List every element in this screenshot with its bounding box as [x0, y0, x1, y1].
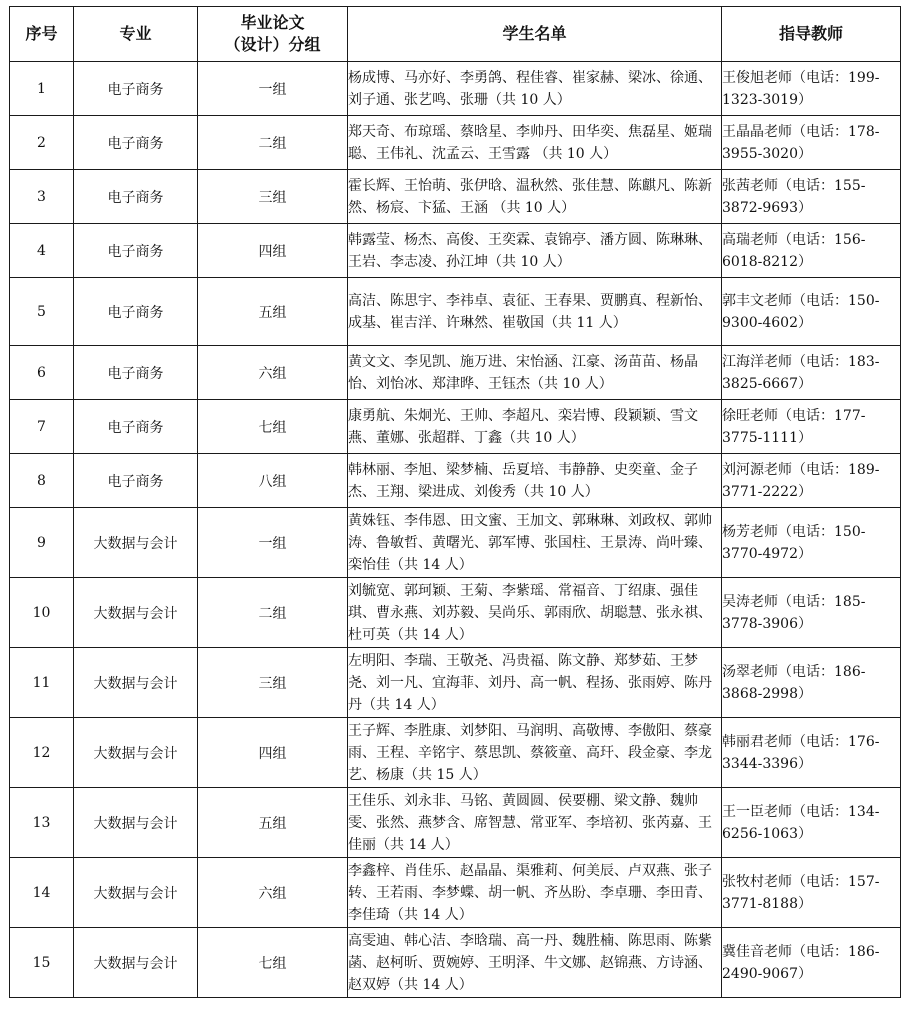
header-seq: 序号 — [10, 7, 74, 62]
teacher-cell: 江海洋老师（电话：183-3825-6667） — [722, 346, 901, 400]
teacher-cell: 张牧村老师（电话：157-3771-8188） — [722, 858, 901, 928]
group-cell: 八组 — [198, 454, 348, 508]
major-cell: 电子商务 — [74, 116, 198, 170]
seq-cell: 15 — [10, 928, 74, 998]
major-cell: 电子商务 — [74, 278, 198, 346]
seq-cell: 4 — [10, 224, 74, 278]
table-row — [10, 170, 901, 224]
seq-cell: 5 — [10, 278, 74, 346]
seq-cell: 3 — [10, 170, 74, 224]
students-cell: 黄姝钰、李伟恩、田文蜜、王加文、郭琳琳、刘政权、郭帅涛、鲁敏哲、黄曙光、郭军博、张国柱、王景涛、尚叶臻、栾怡佳（共 14 人） — [348, 508, 722, 578]
group-cell: 六组 — [198, 858, 348, 928]
teacher-cell: 郭丰文老师（电话：150-9300-4602） — [722, 278, 901, 346]
major-cell: 电子商务 — [74, 346, 198, 400]
students-cell: 韩林丽、李旭、梁梦楠、岳夏培、韦静静、史奕童、金子杰、王翔、梁进成、刘俊秀（共 10 人） — [348, 454, 722, 508]
table-row — [10, 400, 901, 454]
table-row — [10, 928, 901, 998]
seq-cell: 10 — [10, 578, 74, 648]
major-cell: 大数据与会计 — [74, 858, 198, 928]
students-cell: 刘毓宽、郭珂颖、王菊、李紫瑶、常福音、丁绍康、强佳琪、曹永燕、刘苏毅、吴尚乐、郭雨欣、胡聪慧、张永祺、杜可英（共 14 人） — [348, 578, 722, 648]
table-row — [10, 648, 901, 718]
header-group: 毕业论文 （设计）分组 — [198, 7, 348, 62]
table-row — [10, 578, 901, 648]
students-cell: 韩露莹、杨杰、高俊、王奕霖、袁锦亭、潘方圆、陈琳琳、王岩、李志凌、孙江坤（共 10 人） — [348, 224, 722, 278]
seq-cell: 2 — [10, 116, 74, 170]
group-cell: 一组 — [198, 508, 348, 578]
table-row — [10, 224, 901, 278]
seq-cell: 12 — [10, 718, 74, 788]
students-cell: 李鑫梓、肖佳乐、赵晶晶、渠雅莉、何美辰、卢双燕、张子转、王若雨、李梦蝶、胡一帆、齐丛盼、李卓珊、李田青、李佳琦（共 14 人） — [348, 858, 722, 928]
teacher-cell: 刘河源老师（电话：189-3771-2222） — [722, 454, 901, 508]
teacher-cell: 韩丽君老师（电话：176-3344-3396） — [722, 718, 901, 788]
teacher-cell: 杨芳老师（电话：150-3770-4972） — [722, 508, 901, 578]
header-teacher: 指导教师 — [722, 7, 901, 62]
students-cell: 左明阳、李瑞、王敬尧、冯贵福、陈文静、郑梦茹、王梦尧、刘一凡、宜海菲、刘丹、高一帆、程扬、张雨婷、陈丹丹（共 14 人） — [348, 648, 722, 718]
group-cell: 六组 — [198, 346, 348, 400]
seq-cell: 14 — [10, 858, 74, 928]
seq-cell: 7 — [10, 400, 74, 454]
table-row — [10, 346, 901, 400]
seq-cell: 8 — [10, 454, 74, 508]
major-cell: 电子商务 — [74, 170, 198, 224]
major-cell: 电子商务 — [74, 400, 198, 454]
group-cell: 三组 — [198, 648, 348, 718]
teacher-cell: 王晶晶老师（电话：178-3955-3020） — [722, 116, 901, 170]
students-cell: 郑天奇、布琼瑶、蔡晗星、李帅丹、田华奕、焦磊星、姬瑞聪、王伟礼、沈孟云、王雪露 （共 10 人） — [348, 116, 722, 170]
students-cell: 霍长辉、王怡萌、张伊晗、温秋然、张佳慧、陈麒凡、陈新然、杨宸、卞猛、王涵 （共 10 人） — [348, 170, 722, 224]
students-cell: 康勇航、朱炯光、王帅、李超凡、栾岩博、段颖颖、雪文燕、董娜、张超群、丁鑫（共 10 人） — [348, 400, 722, 454]
table-row — [10, 508, 901, 578]
group-cell: 五组 — [198, 788, 348, 858]
major-cell: 大数据与会计 — [74, 788, 198, 858]
major-cell: 大数据与会计 — [74, 928, 198, 998]
table-row — [10, 788, 901, 858]
group-cell: 二组 — [198, 578, 348, 648]
major-cell: 电子商务 — [74, 454, 198, 508]
assignment-table — [9, 6, 901, 998]
table-row — [10, 858, 901, 928]
table-row — [10, 278, 901, 346]
major-cell: 电子商务 — [74, 224, 198, 278]
seq-cell: 13 — [10, 788, 74, 858]
teacher-cell: 徐旺老师（电话：177-3775-1111） — [722, 400, 901, 454]
seq-cell: 6 — [10, 346, 74, 400]
table-row — [10, 62, 901, 116]
major-cell: 大数据与会计 — [74, 578, 198, 648]
students-cell: 黄文文、李见凯、施万进、宋怡涵、江豪、汤苗苗、杨晶怡、刘怡冰、郑津晔、王钰杰（共 10 人） — [348, 346, 722, 400]
teacher-cell: 王一臣老师（电话：134-6256-1063） — [722, 788, 901, 858]
major-cell: 电子商务 — [74, 62, 198, 116]
students-cell: 王子辉、李胜康、刘梦阳、马润明、高敬博、李傲阳、蔡豪雨、王程、辛铭宇、蔡思凯、蔡筱童、高玕、段金豪、李龙艺、杨康（共 15 人） — [348, 718, 722, 788]
header-row — [10, 7, 901, 62]
students-cell: 王佳乐、刘永非、马铭、黄圆圆、侯要棚、梁文静、魏帅雯、张然、燕梦含、席智慧、常亚军、李培初、张芮嘉、王佳丽（共 14 人） — [348, 788, 722, 858]
group-cell: 四组 — [198, 224, 348, 278]
teacher-cell: 冀佳音老师（电话：186-2490-9067） — [722, 928, 901, 998]
group-cell: 七组 — [198, 400, 348, 454]
seq-cell: 1 — [10, 62, 74, 116]
major-cell: 大数据与会计 — [74, 718, 198, 788]
major-cell: 大数据与会计 — [74, 508, 198, 578]
group-cell: 四组 — [198, 718, 348, 788]
teacher-cell: 高瑞老师（电话：156-6018-8212） — [722, 224, 901, 278]
group-cell: 七组 — [198, 928, 348, 998]
teacher-cell: 吴涛老师（电话：185-3778-3906） — [722, 578, 901, 648]
students-cell: 杨成博、马亦好、李勇鸽、程佳睿、崔家赫、梁冰、徐通、刘子通、张艺鸣、张珊（共 10 人） — [348, 62, 722, 116]
group-cell: 五组 — [198, 278, 348, 346]
header-students: 学生名单 — [348, 7, 722, 62]
group-cell: 三组 — [198, 170, 348, 224]
group-cell: 二组 — [198, 116, 348, 170]
teacher-cell: 张茜老师（电话：155-3872-9693） — [722, 170, 901, 224]
seq-cell: 11 — [10, 648, 74, 718]
students-cell: 高雯迪、韩心洁、李晗瑞、高一丹、魏胜楠、陈思雨、陈紫菡、赵柯昕、贾婉婷、王明泽、牛文娜、赵锦燕、方诗涵、赵双婷（共 14 人） — [348, 928, 722, 998]
teacher-cell: 汤翠老师（电话：186-3868-2998） — [722, 648, 901, 718]
table-row — [10, 116, 901, 170]
students-cell: 高洁、陈思宇、李祎卓、袁征、王春果、贾鹏真、程新怡、成基、崔吉洋、许琳然、崔敬国（共 11 人） — [348, 278, 722, 346]
seq-cell: 9 — [10, 508, 74, 578]
teacher-cell: 王俊旭老师（电话：199-1323-3019） — [722, 62, 901, 116]
major-cell: 大数据与会计 — [74, 648, 198, 718]
table-row — [10, 454, 901, 508]
table-row — [10, 718, 901, 788]
group-cell: 一组 — [198, 62, 348, 116]
header-major: 专业 — [74, 7, 198, 62]
